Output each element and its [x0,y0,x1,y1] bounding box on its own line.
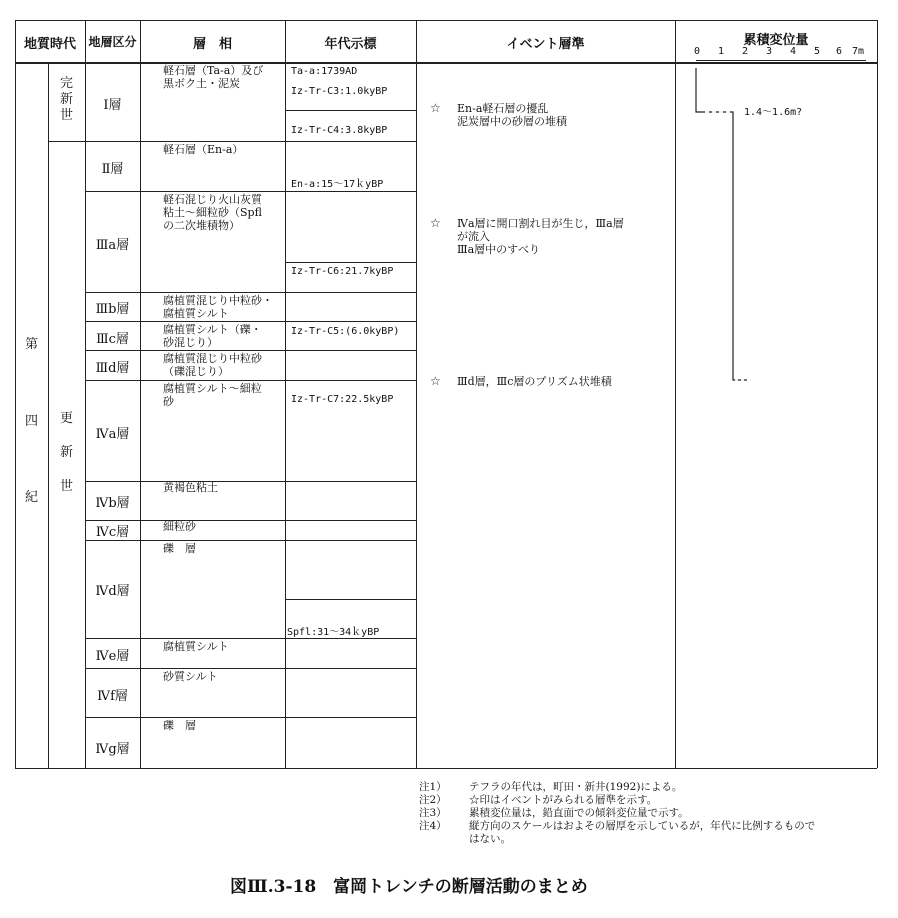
dating-marker: Iz-Tr-C5:(6.0kyBP) [291,326,400,337]
layer-label: Ⅳg層 [95,742,130,757]
scale-tick-label: 0 [694,46,701,57]
layer-label: Ⅳe層 [95,649,130,664]
note-label: 注4） [419,820,447,832]
header-facies: 層 相 [192,37,232,52]
header-dating: 年代示標 [324,37,377,52]
header-period: 地質時代 [23,37,76,52]
era-quaternary-1: 第 [24,337,38,352]
layer-label: Ⅰ層 [103,98,122,113]
scale-tick-label: 2 [742,46,749,57]
facies-text: 礫 層 [163,719,196,732]
era-holocene: 完 新 世 [59,76,73,123]
scale-tick-label: 7m [852,46,865,57]
era-quaternary-2: 四 [24,414,38,429]
header-event: イベント層準 [506,37,585,52]
displacement-line [696,68,747,380]
note-text: ☆印はイベントがみられる層準を示す。 [469,794,658,806]
era-pleistocene: 更 新 世 [59,411,73,494]
facies-text: 腐植質混じり中粒砂 （礫混じり） [163,352,262,378]
layer-label: Ⅳc層 [95,525,130,540]
star-icon: ☆ [430,374,441,388]
note-text: 累積変位量は，鉛直面での傾斜変位量で示す。 [469,807,689,819]
event-text: En-a軽石層の擾乱 泥炭層中の砂層の堆積 [457,102,567,128]
dating-marker: En-a:15～17ｋyBP [291,179,384,190]
displacement-label: 1.4～1.6m? [744,107,803,118]
figure-caption: 図Ⅲ.3-18 富岡トレンチの断層活動のまとめ [230,877,588,897]
layer-label: Ⅲc層 [96,332,129,347]
star-icon: ☆ [430,101,441,115]
scale-tick-label: 4 [790,46,797,57]
dating-marker: Iz-Tr-C4:3.8kyBP [291,125,388,136]
era-quaternary-3: 紀 [24,490,38,505]
dating-marker: Iz-Tr-C6:21.7kyBP [291,266,394,277]
facies-text: 腐植質シルト（礫・ 砂混じり） [163,323,262,349]
note-label: 注1） [419,781,447,793]
layer-label: Ⅳf層 [97,689,128,704]
note-label: 注3） [419,807,447,819]
facies-text: 軽石混じり火山灰質 粘土～細粒砂（Spfl の二次堆積物） [163,193,262,232]
note-label: 注2） [419,794,447,806]
facies-text: 腐植質シルト～細粒 砂 [163,382,262,408]
layer-label: Ⅱ層 [101,162,124,177]
dating-marker: Spfl:31～34ｋyBP [287,627,380,638]
facies-text: 砂質シルト [163,670,218,683]
facies-text: 細粒砂 [163,520,196,533]
scale-tick-label: 5 [814,46,821,57]
facies-text: 軽石層（Ta-a）及び 黒ボク土・泥炭 [163,64,264,90]
header-division: 地層区分 [88,35,137,49]
star-icon: ☆ [430,216,441,230]
header-displacement: 累積変位量 [743,33,809,48]
layer-label: Ⅲb層 [95,302,130,317]
event-text: Ⅳa層に開口割れ目が生じ，Ⅲa層 が流入 Ⅲa層中のすべり [457,217,624,256]
dating-marker: Iz-Tr-C3:1.0kyBP [291,86,388,97]
facies-text: 軽石層（En-a） [163,143,244,156]
facies-text: 礫 層 [163,542,196,555]
facies-text: 腐植質シルト [163,640,229,653]
scale-tick-label: 3 [766,46,773,57]
layer-label: Ⅳd層 [95,584,130,599]
facies-text: 腐植質混じり中粒砂・ 腐植質シルト [163,294,273,320]
event-text: Ⅲd層，Ⅲc層のプリズム状堆積 [457,375,612,388]
layer-label: Ⅳb層 [95,496,130,511]
layer-label: Ⅲa層 [95,238,130,253]
scale-tick-label: 1 [718,46,725,57]
dating-marker: Ta-a:1739AD [291,66,358,77]
note-text: 縦方向のスケールはおよその層厚を示しているが，年代に比例するもので はない。 [469,820,816,845]
layer-label: Ⅳa層 [95,427,130,442]
scale-tick-label: 6 [836,46,843,57]
note-text: テフラの年代は，町田・新井(1992)による。 [469,781,683,793]
facies-text: 黄褐色粘土 [163,481,218,494]
layer-label: Ⅲd層 [95,361,130,376]
dating-marker: Iz-Tr-C7:22.5kyBP [291,394,394,405]
